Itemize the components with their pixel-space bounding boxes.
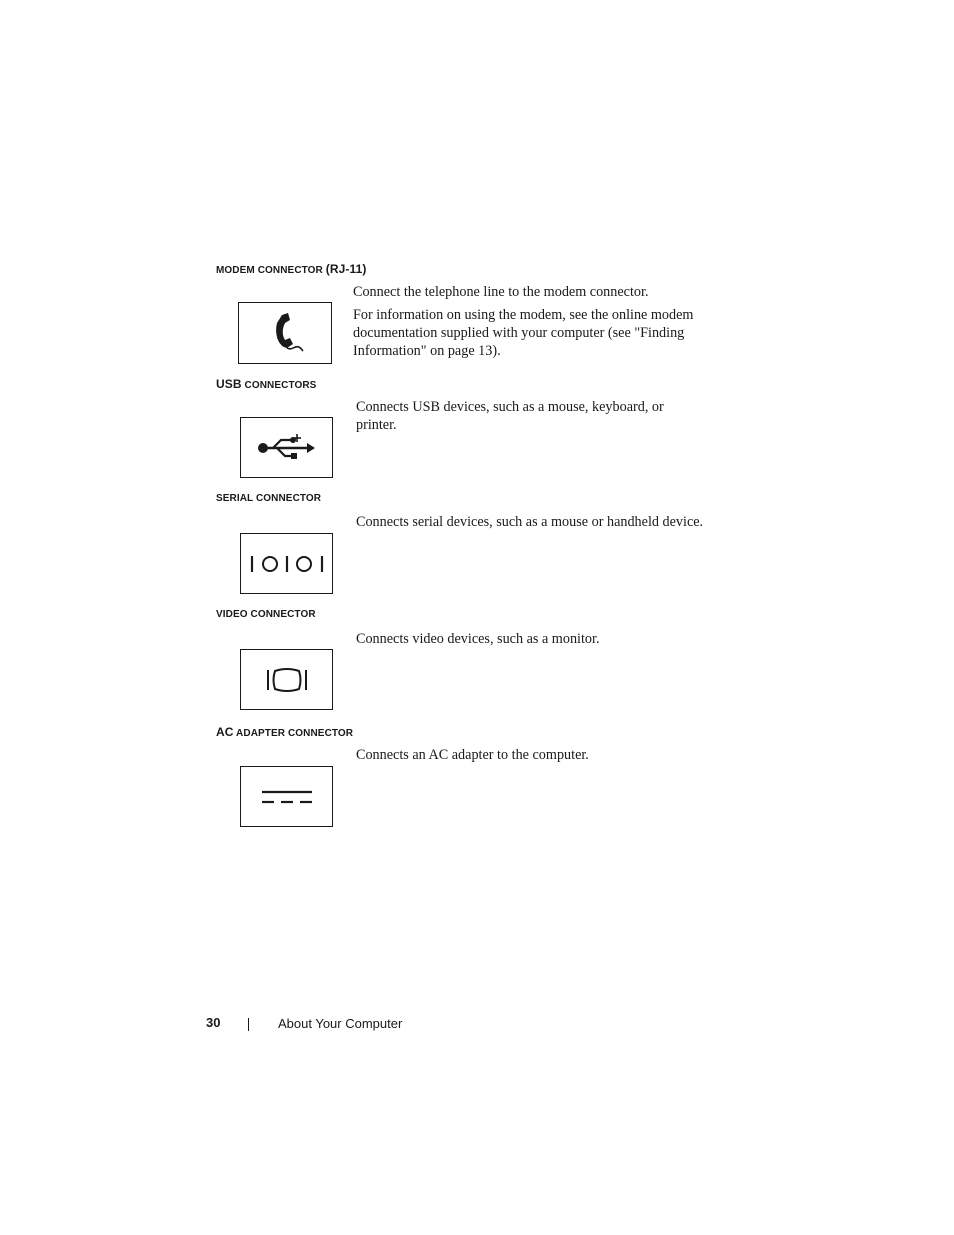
video-connector-icon-box (240, 649, 333, 710)
usb-heading-label: USB (216, 377, 242, 391)
video-description: Connects video devices, such as a monitor. (356, 631, 600, 647)
serial-connector-icon-box (240, 533, 333, 594)
video-monitor-icon (266, 668, 308, 692)
serial-description: Connects serial devices, such as a mouse or handheld device. (356, 514, 704, 530)
serial-connector-heading (216, 493, 321, 504)
serial-heading-label: SERIAL CONNECTOR (216, 493, 322, 504)
usb-connector-icon-box (240, 417, 333, 478)
video-connector-heading (216, 609, 316, 620)
ac-heading-extra: ADAPTER CONNECTOR (233, 728, 354, 739)
footer-chapter-title: About Your Computer (278, 1016, 403, 1031)
dc-power-icon (261, 789, 313, 805)
modem-description-2: For information on using the modem, see the online modem documentation supplied with your computer (see "Finding Information" on page 13). (353, 307, 694, 359)
video-heading-label: VIDEO CONNECTOR (216, 609, 316, 620)
ac-adapter-description: Connects an AC adapter to the computer. (356, 747, 589, 763)
usb-icon (257, 433, 317, 463)
ac-heading-label: AC (216, 725, 234, 739)
modem-description-1: Connect the telephone line to the modem connector. (353, 284, 649, 300)
modem-connector-icon-box (238, 302, 332, 364)
footer-separator (248, 1018, 249, 1031)
modem-connector-heading (216, 262, 366, 276)
modem-heading-label: MODEM CONNECTOR (216, 265, 326, 276)
usb-description: Connects USB devices, such as a mouse, keyboard, or printer. (356, 399, 664, 433)
telephone-icon (265, 311, 305, 355)
serial-icon (250, 553, 324, 575)
usb-heading-extra: CONNECTORS (241, 380, 317, 391)
page-number: 30 (206, 1015, 221, 1030)
ac-adapter-icon-box (240, 766, 333, 827)
ac-adapter-connector-heading (216, 725, 353, 739)
modem-heading-rj11: (RJ-11) (325, 262, 367, 276)
usb-connectors-heading (216, 377, 316, 391)
